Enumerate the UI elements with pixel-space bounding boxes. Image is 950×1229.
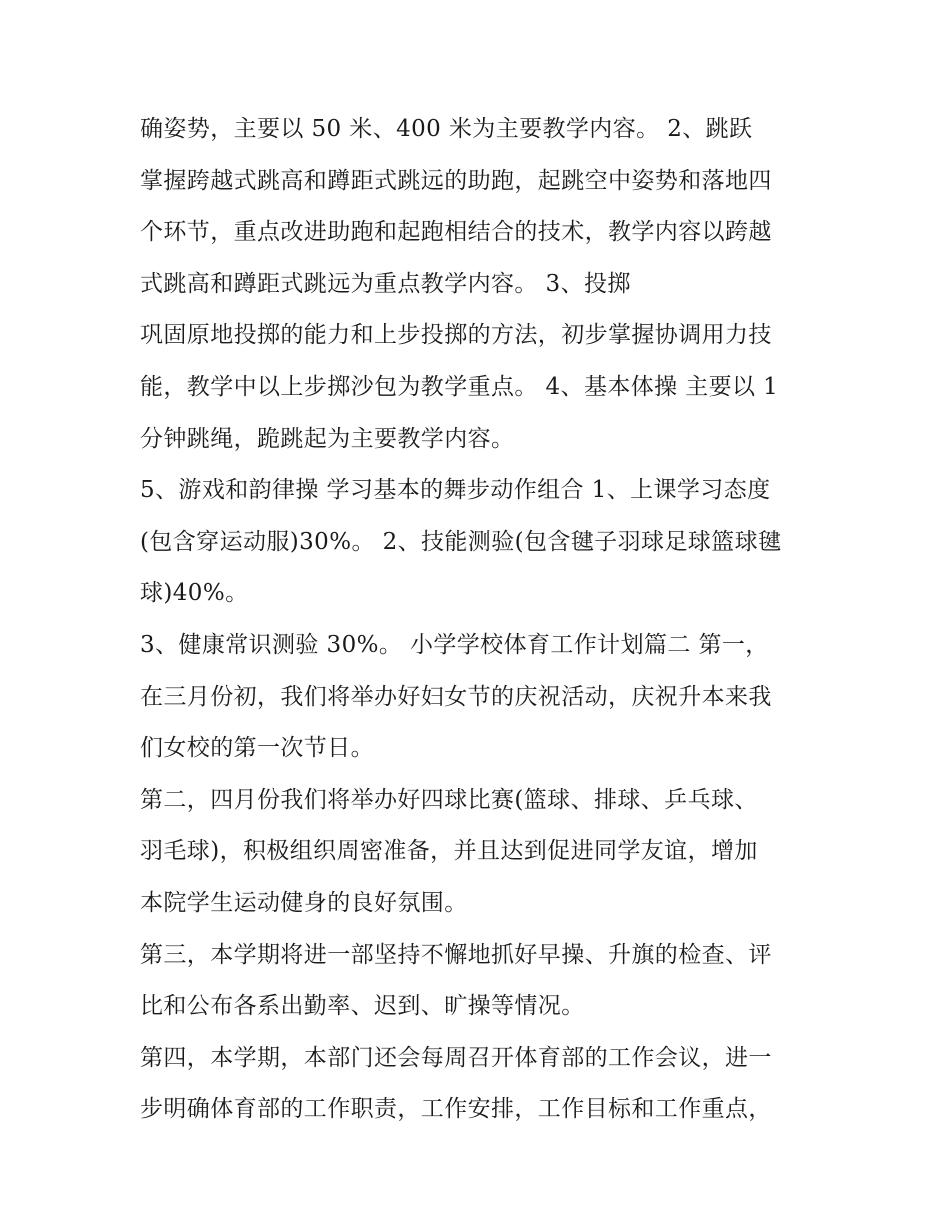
text-line: 本院学生运动健身的良好氛围。 xyxy=(140,889,468,916)
text-line: 巩固原地投掷的能力和上步投掷的方法，初步掌握协调用力技 xyxy=(140,322,772,349)
text-line: 第二，四月份我们将举办好四球比赛(篮球、排球、乒乓球、 xyxy=(140,786,758,813)
text-line: 比和公布各系出勤率、迟到、旷操等情况。 xyxy=(140,993,585,1020)
text-line: 5、游戏和韵律操 学习基本的舞步动作组合 1、上课学习态度 xyxy=(140,477,771,504)
document-body xyxy=(140,104,830,1136)
text-line: 步明确体育部的工作职责，工作安排，工作目标和工作重点， xyxy=(140,1096,772,1123)
text-line: 们女校的第一次节日。 xyxy=(140,735,374,762)
text-line: 3、健康常识测验 30%。 小学学校体育工作计划篇二 第一， xyxy=(140,631,769,658)
text-line: 能，教学中以上步掷沙包为教学重点。 4、基本体操 主要以 1 xyxy=(140,373,779,400)
text-line: (包含穿运动服)30%。 2、技能测验(包含毽子羽球足球篮球毽 xyxy=(140,528,782,555)
text-line: 在三月份初，我们将举办好妇女节的庆祝活动，庆祝升本来我 xyxy=(140,683,772,710)
text-line: 确姿势，主要以 50 米、400 米为主要教学内容。 2、跳跃 xyxy=(140,116,753,142)
text-line: 分钟跳绳，跪跳起为主要教学内容。 xyxy=(140,425,515,452)
text-line: 羽毛球)，积极组织周密准备，并且达到促进同学友谊，增加 xyxy=(140,838,758,865)
text-line: 式跳高和蹲距式跳远为重点教学内容。 3、投掷 xyxy=(140,270,631,297)
text-line: 第三，本学期将进一部坚持不懈地抓好早操、升旗的检查、评 xyxy=(140,941,772,968)
text-line: 球)40%。 xyxy=(140,580,249,607)
text-line: 掌握跨越式跳高和蹲距式跳远的助跑，起跳空中姿势和落地四 xyxy=(140,167,772,194)
text-line: 个环节，重点改进助跑和起跑相结合的技术，教学内容以跨越 xyxy=(140,219,772,246)
text-line: 第四，本学期，本部门还会每周召开体育部的工作会议，进一 xyxy=(140,1044,772,1071)
